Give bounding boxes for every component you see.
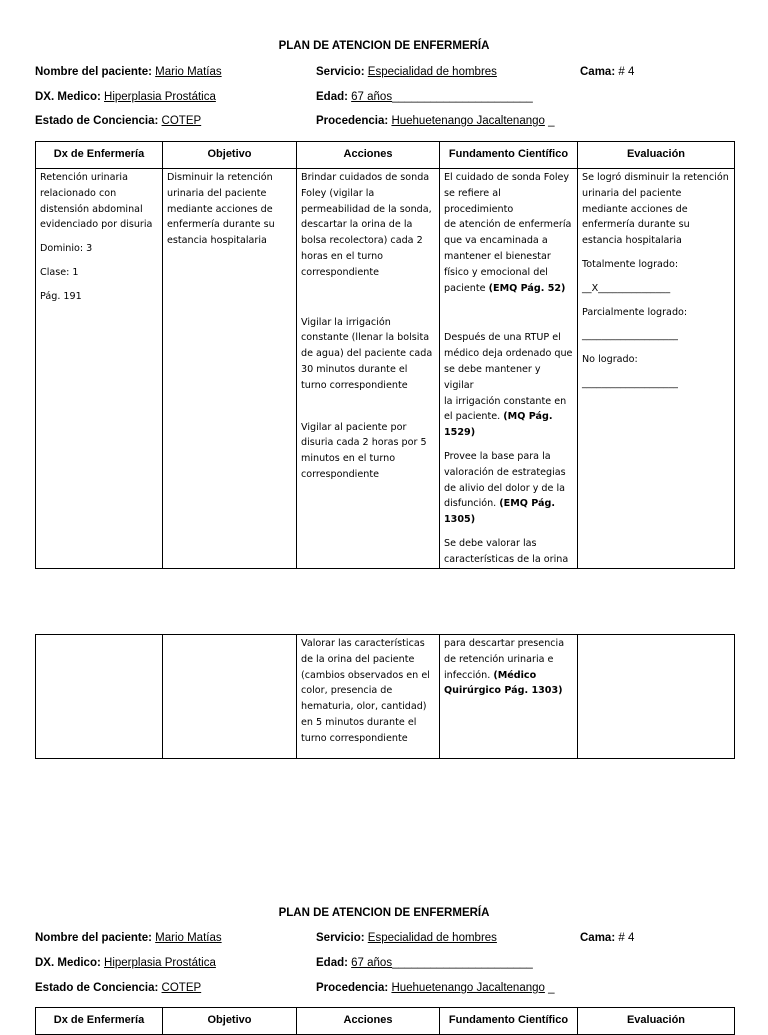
partially-achieved-mark: ____________________ xyxy=(582,330,678,342)
table-row xyxy=(36,635,735,759)
plan-title: PLAN DE ATENCION DE ENFERMERÍA xyxy=(278,40,490,52)
bed-field: Cama: # 4 xyxy=(580,932,635,944)
age-field: Edad: 67 años______________________ xyxy=(316,957,533,969)
actions-cell: Valorar las características de la orina del paciente (cambios observados en el color, presencia de hematuria, olor, cantidad) en 5 minutos durante el turno correspondiente xyxy=(297,635,440,759)
evaluation-cell xyxy=(578,635,735,759)
objective-cell: Disminuir la retención urinaria del paciente mediante acciones de enfermería durante su estancia hospitalaria xyxy=(163,169,297,569)
col-header-evaluation: Evaluación xyxy=(578,1008,735,1035)
col-header-dx: Dx de Enfermería xyxy=(36,1008,163,1035)
service-field: Servicio: Especialidad de hombres xyxy=(316,66,497,78)
totally-achieved-label: Totalmente logrado: xyxy=(582,258,679,270)
foundation-cell: para descartar presencia de retención urinaria e infección. (Médico Quirúrgico Pág. 1303) xyxy=(440,635,578,759)
page-ref: Pág. 191 xyxy=(40,290,82,302)
col-header-actions: Acciones xyxy=(297,142,440,169)
care-plan-table xyxy=(35,141,735,569)
consciousness-field: Estado de Conciencia: COTEP xyxy=(35,115,202,127)
col-header-evaluation: Evaluación xyxy=(578,142,735,169)
plan-title: PLAN DE ATENCION DE ENFERMERÍA xyxy=(278,907,490,919)
dx-cell: Retención urinaria relacionado con distensión abdominal evidenciado por disuria Dominio: 3 Clase: 1 Pág. 191 xyxy=(36,169,163,569)
consciousness-field: Estado de Conciencia: COTEP xyxy=(35,982,202,994)
table-header-row xyxy=(36,1008,735,1035)
not-achieved-mark: ____________________ xyxy=(582,377,678,389)
bed-field: Cama: # 4 xyxy=(580,66,635,78)
table-header-row xyxy=(36,142,735,169)
dx-cell xyxy=(36,635,163,759)
col-header-objective: Objetivo xyxy=(163,1008,297,1035)
dominio-label: Dominio: 3 xyxy=(40,243,93,255)
col-header-foundation: Fundamento Científico xyxy=(440,1008,578,1035)
clase-label: Clase: 1 xyxy=(40,266,79,278)
care-plan-table-2 xyxy=(35,1007,735,1035)
not-achieved-label: No logrado: xyxy=(582,354,638,366)
medical-dx-field: DX. Medico: Hiperplasia Prostática xyxy=(35,91,216,103)
patient-name-field: Nombre del paciente: Mario Matías xyxy=(35,932,222,944)
service-field: Servicio: Especialidad de hombres xyxy=(316,932,497,944)
actions-cell: Brindar cuidados de sonda Foley (vigilar la permeabilidad de la sonda, descartar la orina de la bolsa recolectora) cada 2 horas en el turno correspondiente Vigilar la irrigación constante (llenar la bolsita de agua) del paciente cada 30 minutos durante el turno correspondiente Vigilar al paciente por disuria cada 2 horas por 5 minutos en el turno correspondiente xyxy=(297,169,440,569)
table-row xyxy=(36,169,735,569)
origin-field: Procedencia: Huehuetenango Jacaltenango _ xyxy=(316,115,555,127)
objective-cell xyxy=(163,635,297,759)
col-header-objective: Objetivo xyxy=(163,142,297,169)
foundation-cell: El cuidado de sonda Foley se refiere al procedimiento de atención de enfermería que va encaminada a mantener el bienestar físico y emocional del paciente (EMQ Pág. 52) Después de una RTUP el médico deja ordenado que se debe mantener y vigilar la irrigación constante en el paciente. (MQ Pág. 1529) Provee la base para la valoración de estrategias de alivio del dolor y de la disfunción. (EMQ Pág. 1305) Se debe valorar las características de la orina xyxy=(440,169,578,569)
evaluation-cell: Se logró disminuir la retención urinaria del paciente mediante acciones de enfermería durante su estancia hospitalaria Totalmente logrado: __X_______________ Parcialmente logrado: ____________________ No logrado: ____________________ xyxy=(578,169,735,569)
medical-dx-field: DX. Medico: Hiperplasia Prostática xyxy=(35,957,216,969)
age-field: Edad: 67 años______________________ xyxy=(316,91,533,103)
origin-field: Procedencia: Huehuetenango Jacaltenango _ xyxy=(316,982,555,994)
totally-achieved-mark: __X_______________ xyxy=(582,282,671,294)
col-header-dx: Dx de Enfermería xyxy=(36,142,163,169)
col-header-actions: Acciones xyxy=(297,1008,440,1035)
partially-achieved-label: Parcialmente logrado: xyxy=(582,306,688,318)
care-plan-continuation-table xyxy=(35,634,735,759)
col-header-foundation: Fundamento Científico xyxy=(440,142,578,169)
patient-name-field: Nombre del paciente: Mario Matías xyxy=(35,66,222,78)
